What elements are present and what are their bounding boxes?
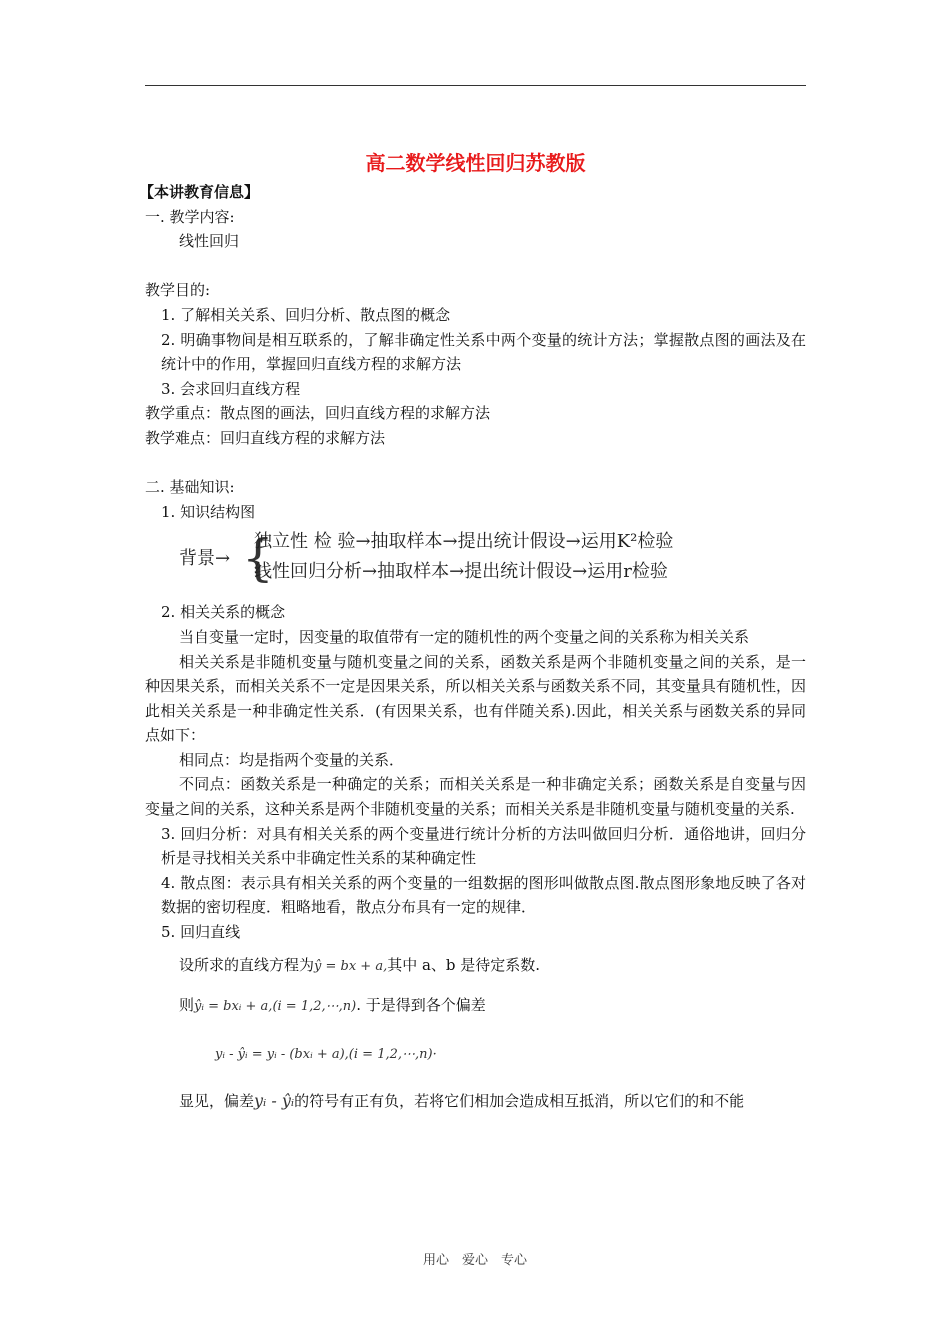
structure-row-1: 独立性 检 验→抽取样本→提出统计假设→运用K²检验 (254, 531, 674, 553)
equation: yᵢ - ŷᵢ (254, 1090, 295, 1110)
section1-content: 线性回归 (179, 232, 240, 251)
goals-heading: 教学目的: (145, 281, 211, 300)
header-rule (145, 85, 806, 86)
structure-row-2: 线性回归分析→抽取样本→提出统计假设→运用r检验 (254, 561, 668, 583)
page-title: 高二数学线性回归苏教版 (365, 151, 586, 175)
equation-line: 则ŷᵢ = bxᵢ + a,(i = 1,2,⋯,n). 于是得到各个偏差 (179, 995, 486, 1014)
knowledge-structure-diagram (179, 528, 806, 594)
key-points: 教学重点：散点图的画法，回归直线方程的求解方法 (145, 404, 491, 423)
paragraph: 相同点：均是指两个变量的关系． (179, 750, 405, 769)
equation: ŷᵢ = bxᵢ + a,(i = 1,2,⋯,n) (194, 998, 357, 1014)
section1-heading: 一. 教学内容: (145, 207, 235, 226)
document-body (139, 146, 806, 1121)
paragraph: 不同点：函数关系是一种确定的关系；而相关关系是一种非确定关系；函数关系是自变量与因变量之间的关系，这种关系是两个非随机变量的关系；而相关关系是非随机变量与随机变量的关系. (145, 775, 806, 819)
knowledge-item-5: 5. 回归直线 (161, 923, 241, 942)
knowledge-item-3: 3. 回归分析：对具有相关关系的两个变量进行统计分析的方法叫做回归分析．通俗地讲，回归分析是寻找相关关系中非确定性关系的某种确定性 (161, 824, 806, 868)
equation: ŷ = bx + a, (314, 958, 388, 974)
goal-item: 3. 会求回归直线方程 (161, 379, 301, 398)
paragraph: 当自变量一定时，因变量的取值带有一定的随机性的两个变量之间的关系称为相关关系 (179, 627, 750, 646)
page-footer: 用心 爱心 专心 (422, 1253, 527, 1268)
equation-line: 设所求的直线方程为ŷ = bx + a,其中 a、b 是待定系数. (179, 955, 541, 974)
equation: yᵢ - ŷᵢ = yᵢ - (bxᵢ + a),(i = 1,2,⋯,n)· (215, 1046, 437, 1062)
goal-item: 1. 了解相关关系、回归分析、散点图的概念 (161, 305, 451, 324)
equation-line (145, 1025, 806, 1081)
knowledge-item-2: 2. 相关关系的概念 (161, 603, 286, 622)
brace-icon: { (242, 529, 274, 588)
section2-heading: 二. 基础知识: (145, 478, 235, 497)
knowledge-item-4: 4. 散点图：表示具有相关关系的两个变量的一组数据的图形叫做散点图.散点图形象地反映了各对数据的密切程度．粗略地看，散点分布具有一定的规律． (161, 873, 806, 917)
goal-item: 2. 明确事物间是相互联系的，了解非确定性关系中两个变量的统计方法；掌握散点图的画法及在统计中的作用，掌握回归直线方程的求解方法 (161, 330, 806, 374)
section-info-heading: 【本讲教育信息】 (139, 183, 260, 201)
paragraph: 相关关系是非随机变量与随机变量之间的关系，函数关系是两个非随机变量之间的关系，是一种因果关系，而相关关系不一定是因果关系，所以相关关系与函数关系不同，其变量具有随机性，因此相关关系是一种非确定性关系．(有因果关系，也有伴随关系).因此，相关关系与函数关系的异同点如下： (145, 652, 806, 745)
knowledge-item-1: 1. 知识结构图 (161, 502, 256, 521)
difficulty: 教学难点：回归直线方程的求解方法 (145, 428, 386, 447)
structure-label: 背景→ (179, 548, 231, 570)
equation-line: 显见，偏差yᵢ - ŷᵢ的符号有正有负，若将它们相加会造成相互抵消，所以它们的和不能 (179, 1090, 745, 1110)
